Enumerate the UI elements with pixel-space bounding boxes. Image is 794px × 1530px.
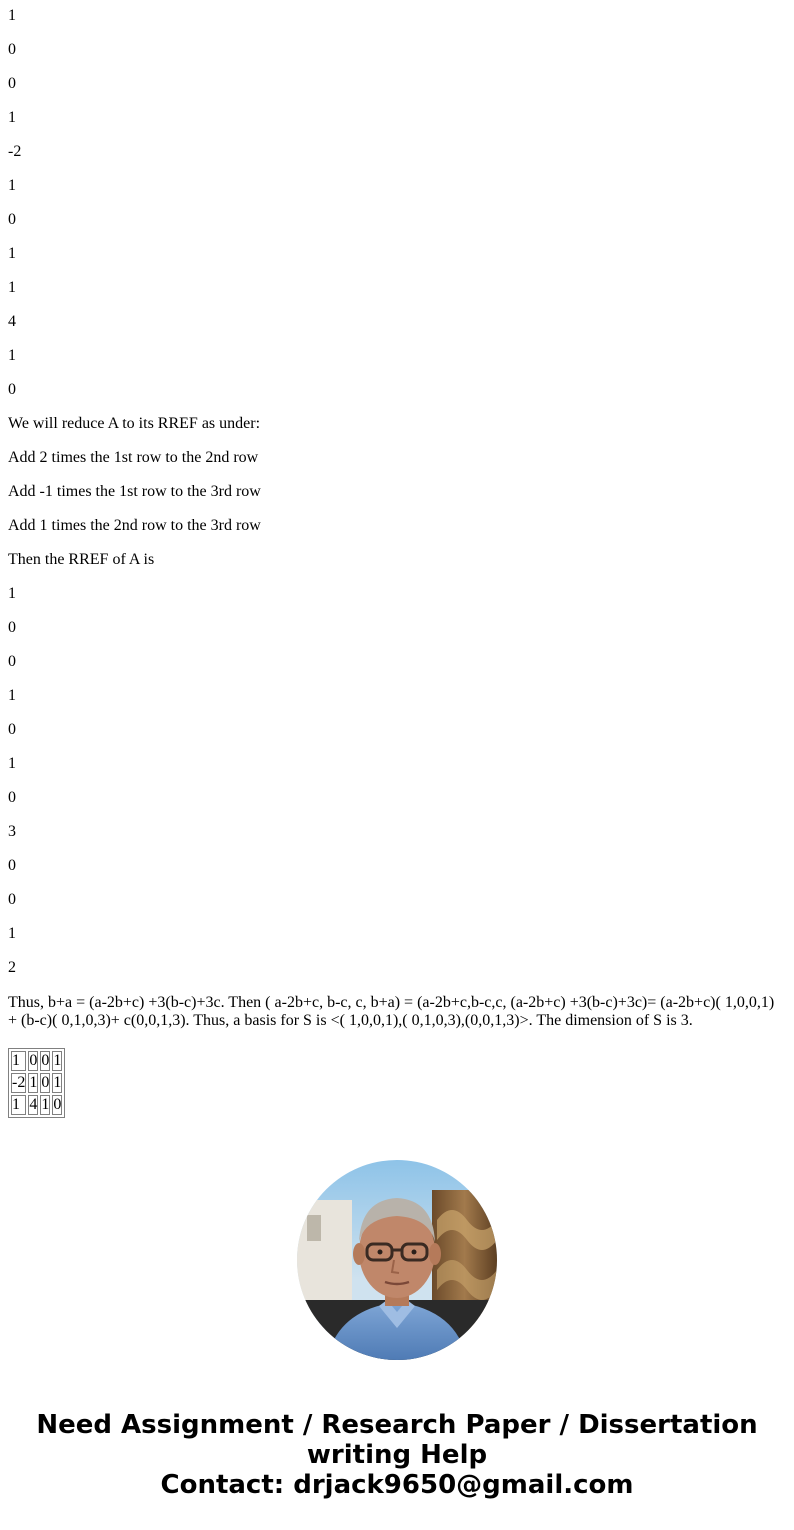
matrix-entry: 1 (8, 109, 16, 126)
table-cell: 4 (29, 1096, 38, 1113)
document-body (0, 7, 794, 1118)
rref-entry: 1 (8, 925, 16, 942)
promo-line: writing Help (306, 1440, 488, 1470)
matrix-entry: 1 (8, 7, 16, 24)
step-text: Add 2 times the 1st row to the 2nd row (8, 449, 259, 466)
table-row (11, 1095, 62, 1115)
matrix-entry: 1 (8, 279, 16, 296)
table-cell: 1 (53, 1052, 62, 1069)
promo-line: Need Assignment / Research Paper / Dissertation (36, 1410, 758, 1440)
rref-entry: 1 (8, 585, 16, 602)
step-text: We will reduce A to its RREF as under: (8, 415, 261, 432)
matrix-table (8, 1048, 65, 1118)
rref-entry: 0 (8, 891, 16, 908)
conclusion-paragraph: Thus, b+a = (a-2b+c) +3(b-c)+3c. Then ( a-2b+c, b-c, c, b+a) = (a-2b+c,b-c,c, (a-2b+c) +3(b-c)+3c)= (a-2b+c)( 1,0,0,1) + (b-c)( 0,1,0,3)+ c(0,0,1,3). Thus, a basis for S is <( 1,0,0,1),( 0,1,0,3),(0,0,1,3)>. The dimension of S is 3. (8, 994, 775, 1029)
table-cell: 1 (11, 1095, 26, 1115)
table-cell: -2 (12, 1074, 26, 1091)
matrix-entry: 4 (8, 313, 16, 330)
table-cell: 0 (53, 1096, 62, 1113)
promo-banner (0, 1410, 794, 1500)
matrix-entry: 1 (8, 347, 16, 364)
matrix-entry: 0 (8, 41, 16, 58)
rref-entry: 1 (8, 687, 16, 704)
matrix-entry: 0 (8, 75, 16, 92)
matrix-entry: 0 (8, 381, 16, 398)
rref-entry: 0 (8, 857, 16, 874)
author-avatar (297, 1160, 497, 1360)
table-cell: 1 (29, 1074, 38, 1091)
rref-entry: 3 (8, 823, 16, 840)
rref-entry: 0 (8, 789, 16, 806)
matrix-entry: -2 (8, 143, 22, 160)
rref-entry: 2 (8, 959, 16, 976)
contact-email: Contact: drjack9650@gmail.com (160, 1470, 634, 1500)
table-cell: 0 (41, 1074, 50, 1091)
step-text: Then the RREF of A is (8, 551, 155, 568)
table-cell: 0 (41, 1052, 50, 1069)
matrix-entry: 0 (8, 211, 16, 228)
step-text: Add 1 times the 2nd row to the 3rd row (8, 517, 261, 534)
table-cell: 1 (53, 1074, 62, 1091)
table-cell: 1 (11, 1051, 26, 1071)
step-text: Add -1 times the 1st row to the 3rd row (8, 483, 261, 500)
table-row (11, 1073, 62, 1093)
table-cell: 1 (41, 1096, 50, 1113)
table-cell: 0 (29, 1052, 38, 1069)
rref-entry: 0 (8, 721, 16, 738)
matrix-entry: 1 (8, 177, 16, 194)
rref-entry: 0 (8, 619, 16, 636)
matrix-entries-list (8, 7, 786, 993)
rref-entry: 1 (8, 755, 16, 772)
rref-entry: 0 (8, 653, 16, 670)
matrix-entry: 1 (8, 245, 16, 262)
author-photo (297, 1160, 497, 1360)
table-row (11, 1051, 62, 1071)
